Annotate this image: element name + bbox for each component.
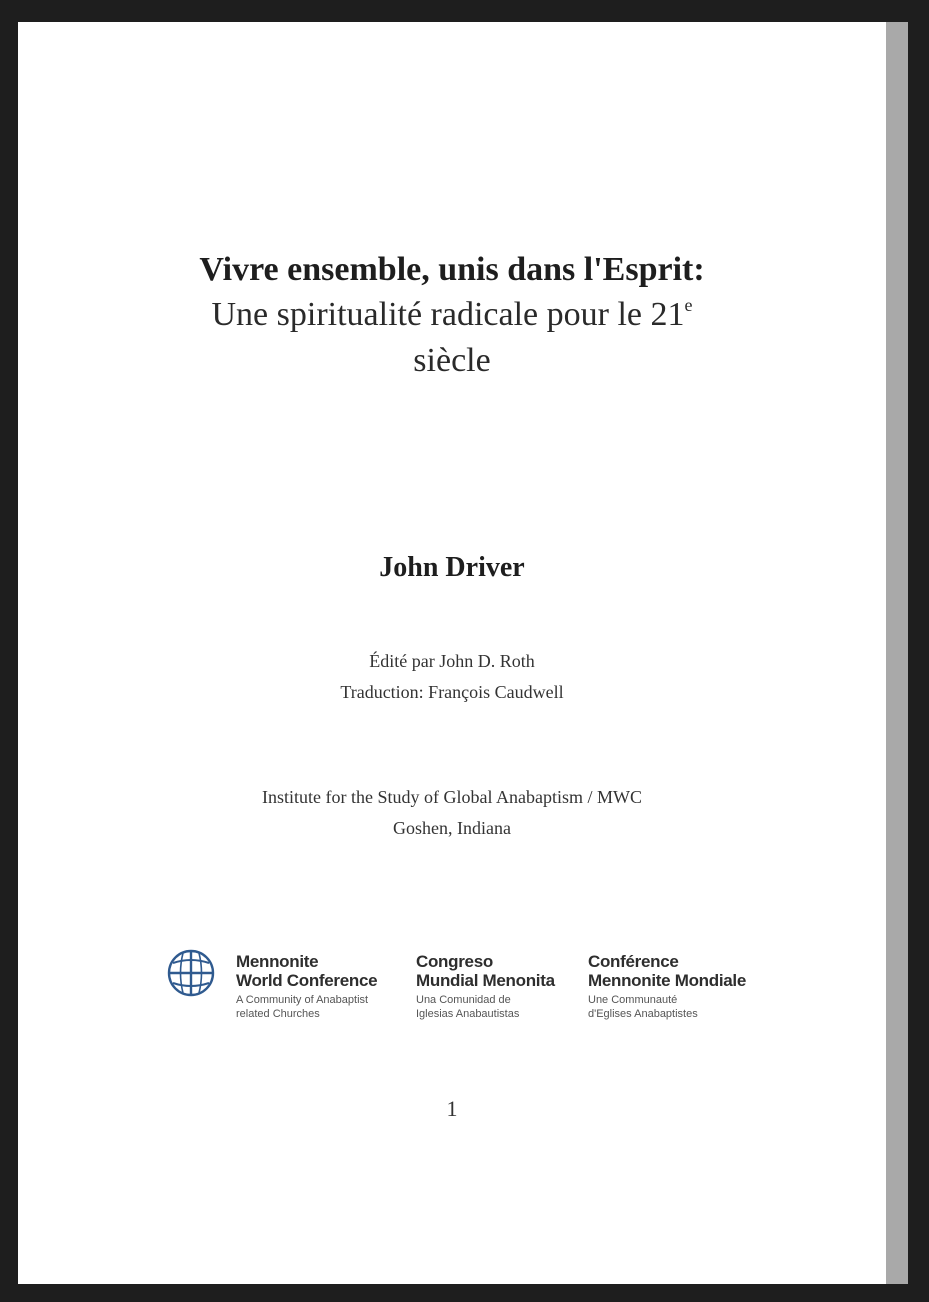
logo-french-tag2: d'Eglises Anabaptistes bbox=[588, 1008, 698, 1020]
subtitle-end: siècle bbox=[413, 342, 491, 379]
logo-english-line2: World Conference bbox=[236, 971, 378, 990]
subtitle-superscript: e bbox=[684, 295, 693, 315]
institute-line: Institute for the Study of Global Anabaptism / MWC bbox=[262, 787, 642, 807]
author-name: John Driver bbox=[379, 552, 525, 583]
logo-french-tag1: Une Communauté bbox=[588, 994, 678, 1006]
publisher bbox=[18, 782, 886, 844]
subtitle-text: Une spiritualité radicale pour le 21 bbox=[211, 296, 685, 333]
logo-spanish-tag2: Iglesias Anabautistas bbox=[416, 1008, 520, 1020]
credits bbox=[18, 646, 886, 708]
page-number: 1 bbox=[446, 1096, 458, 1121]
document-title: Vivre ensemble, unis dans l'Esprit: bbox=[199, 251, 705, 288]
logo-english-tagline bbox=[236, 993, 377, 1021]
logo-english-tag2: related Churches bbox=[236, 1008, 320, 1020]
title-block bbox=[18, 248, 886, 384]
logo-french-tagline bbox=[588, 993, 746, 1021]
globe-cross-icon bbox=[166, 948, 216, 998]
logo-spanish-line1: Congreso bbox=[416, 952, 493, 971]
logo-spanish-tag1: Una Comunidad de bbox=[416, 994, 511, 1006]
document-page bbox=[18, 22, 886, 1284]
logo-spanish-tagline bbox=[416, 993, 555, 1021]
logo-french-line1: Conférence bbox=[588, 952, 679, 971]
logo-english-tag1: A Community of Anabaptist bbox=[236, 994, 369, 1006]
translator-line: Traduction: François Caudwell bbox=[340, 682, 564, 702]
mwc-logo bbox=[166, 948, 786, 1038]
logo-french-line2: Mennonite Mondiale bbox=[588, 971, 746, 990]
logo-french bbox=[588, 952, 746, 1021]
editor-line: Édité par John D. Roth bbox=[369, 651, 535, 671]
logo-spanish-line2: Mundial Menonita bbox=[416, 971, 555, 990]
document-subtitle bbox=[152, 292, 752, 384]
location-line: Goshen, Indiana bbox=[393, 818, 511, 838]
logo-spanish bbox=[416, 952, 555, 1021]
logo-english bbox=[236, 952, 377, 1021]
logo-english-line1: Mennonite bbox=[236, 952, 319, 971]
page-edge-shadow bbox=[884, 22, 908, 1284]
